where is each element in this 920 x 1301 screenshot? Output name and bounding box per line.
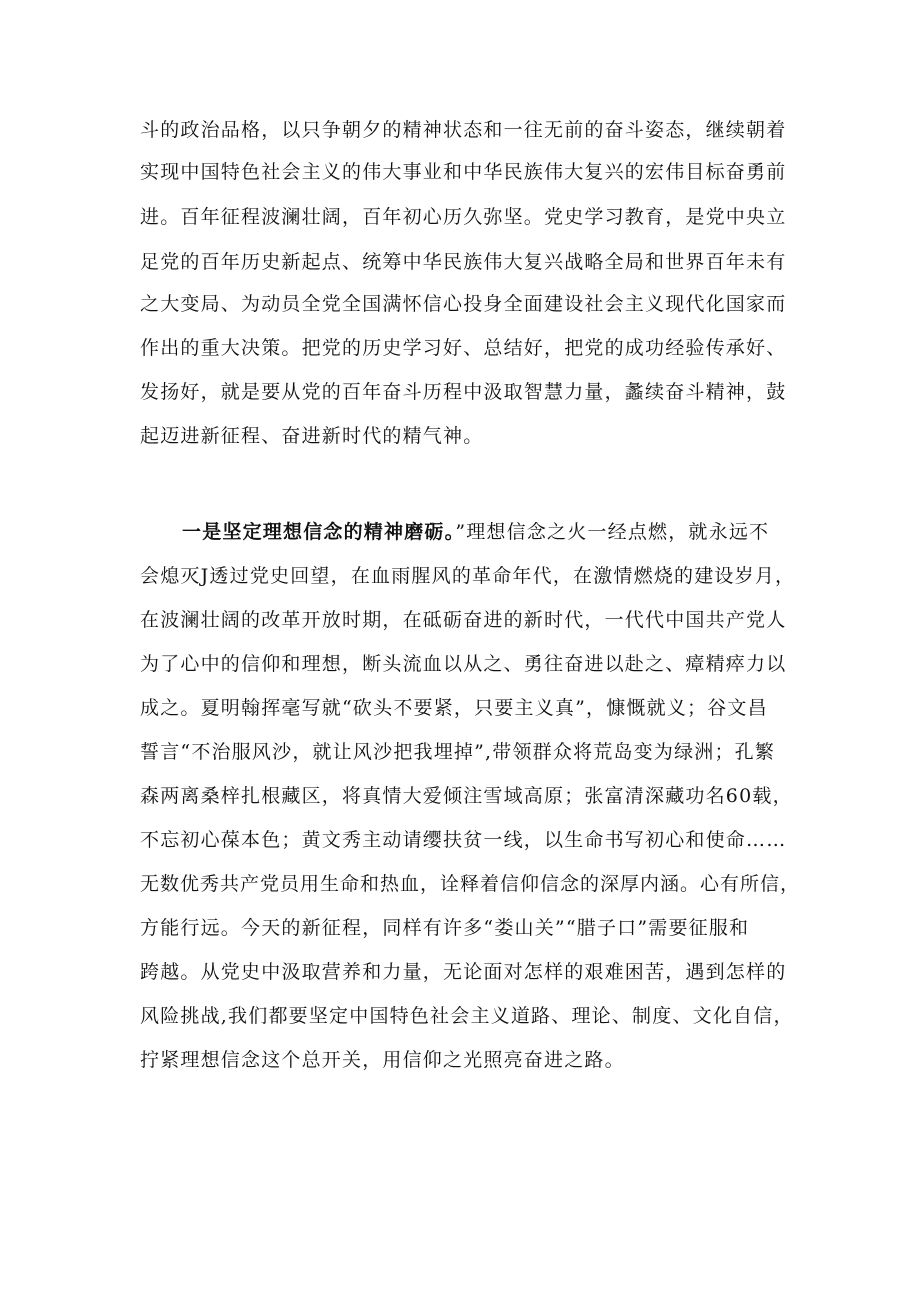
text-line: 森两离桑梓扎根藏区，将真情大爱倾注雪域高原；张富清深藏功名60载， [140, 785, 793, 807]
text-line: 成之。夏明翰挥毫写就“砍头不要紧，只要主义真”，慷慨就义；谷文昌 [140, 697, 768, 719]
text-line: 斗的政治品格，以只争朝夕的精神状态和一往无前的奋斗姿态，继续朝着 [140, 119, 787, 141]
section-heading: 一是坚定理想信念的精神磨砺。 [182, 521, 456, 543]
text-line: 风险挑战,我们都要坚定中国特色社会主义道路、理论、制度、文化自信， [140, 1005, 794, 1027]
text-line: 在波澜壮阔的改革开放时期，在砥砺奋进的新时代，一代代中国共产党人 [140, 609, 787, 631]
text-line: 作出的重大决策。把党的历史学习好、总结好，把党的成功经验传承好、 [140, 337, 787, 359]
text-line: 足党的百年历史新起点、统筹中华民族伟大复兴战略全局和世界百年未有 [140, 251, 787, 273]
text-line: 跨越。从党史中汲取营养和力量，无论面对怎样的艰难困苦，遇到怎样的 [140, 961, 787, 983]
text-line [182, 520, 769, 544]
text-line: 无数优秀共产党员用生命和热血，诠释着信仰信念的深厚内涵。心有所信， [140, 873, 801, 895]
text-line: 会熄灭J透过党史回望，在血雨腥风的革命年代，在激情燃烧的建设岁月， [140, 565, 796, 587]
text-line: 誓言“不治服风沙，就让风沙把我埋掉”,带领群众将荒岛变为绿洲；孔繁 [140, 741, 776, 763]
text-line: 方能行远。今天的新征程，同样有许多“娄山关”“腊子口”需要征服和 [140, 917, 750, 939]
text-line: 为了心中的信仰和理想，断头流血以从之、勇往奋进以赴之、瘴精瘁力以 [140, 653, 787, 675]
text-line: 实现中国特色社会主义的伟大事业和中华民族伟大复兴的宏伟目标奋勇前 [140, 161, 787, 183]
text-line: 不忘初心葆本色；黄文秀主动请缨扶贫一线，以生命书写初心和使命…… [140, 829, 787, 851]
text-line: 拧紧理想信念这个总开关，用信仰之光照亮奋进之路。 [140, 1049, 625, 1071]
text-line: 进。百年征程波澜壮阔，百年初心历久弥坚。党史学习教育，是党中央立 [140, 206, 787, 228]
text-line: 发扬好，就是要从党的百年奋斗历程中汲取智慧力量，蠡续奋斗精神，鼓 [140, 381, 787, 403]
heading-continuation: ”理想信念之火一经点燃，就永远不 [455, 521, 770, 543]
text-line: 起迈进新征程、奋进新时代的精气神。 [140, 425, 484, 447]
text-line: 之大变局、为动员全党全国满怀信心投身全面建设社会主义现代化国家而 [140, 293, 787, 315]
